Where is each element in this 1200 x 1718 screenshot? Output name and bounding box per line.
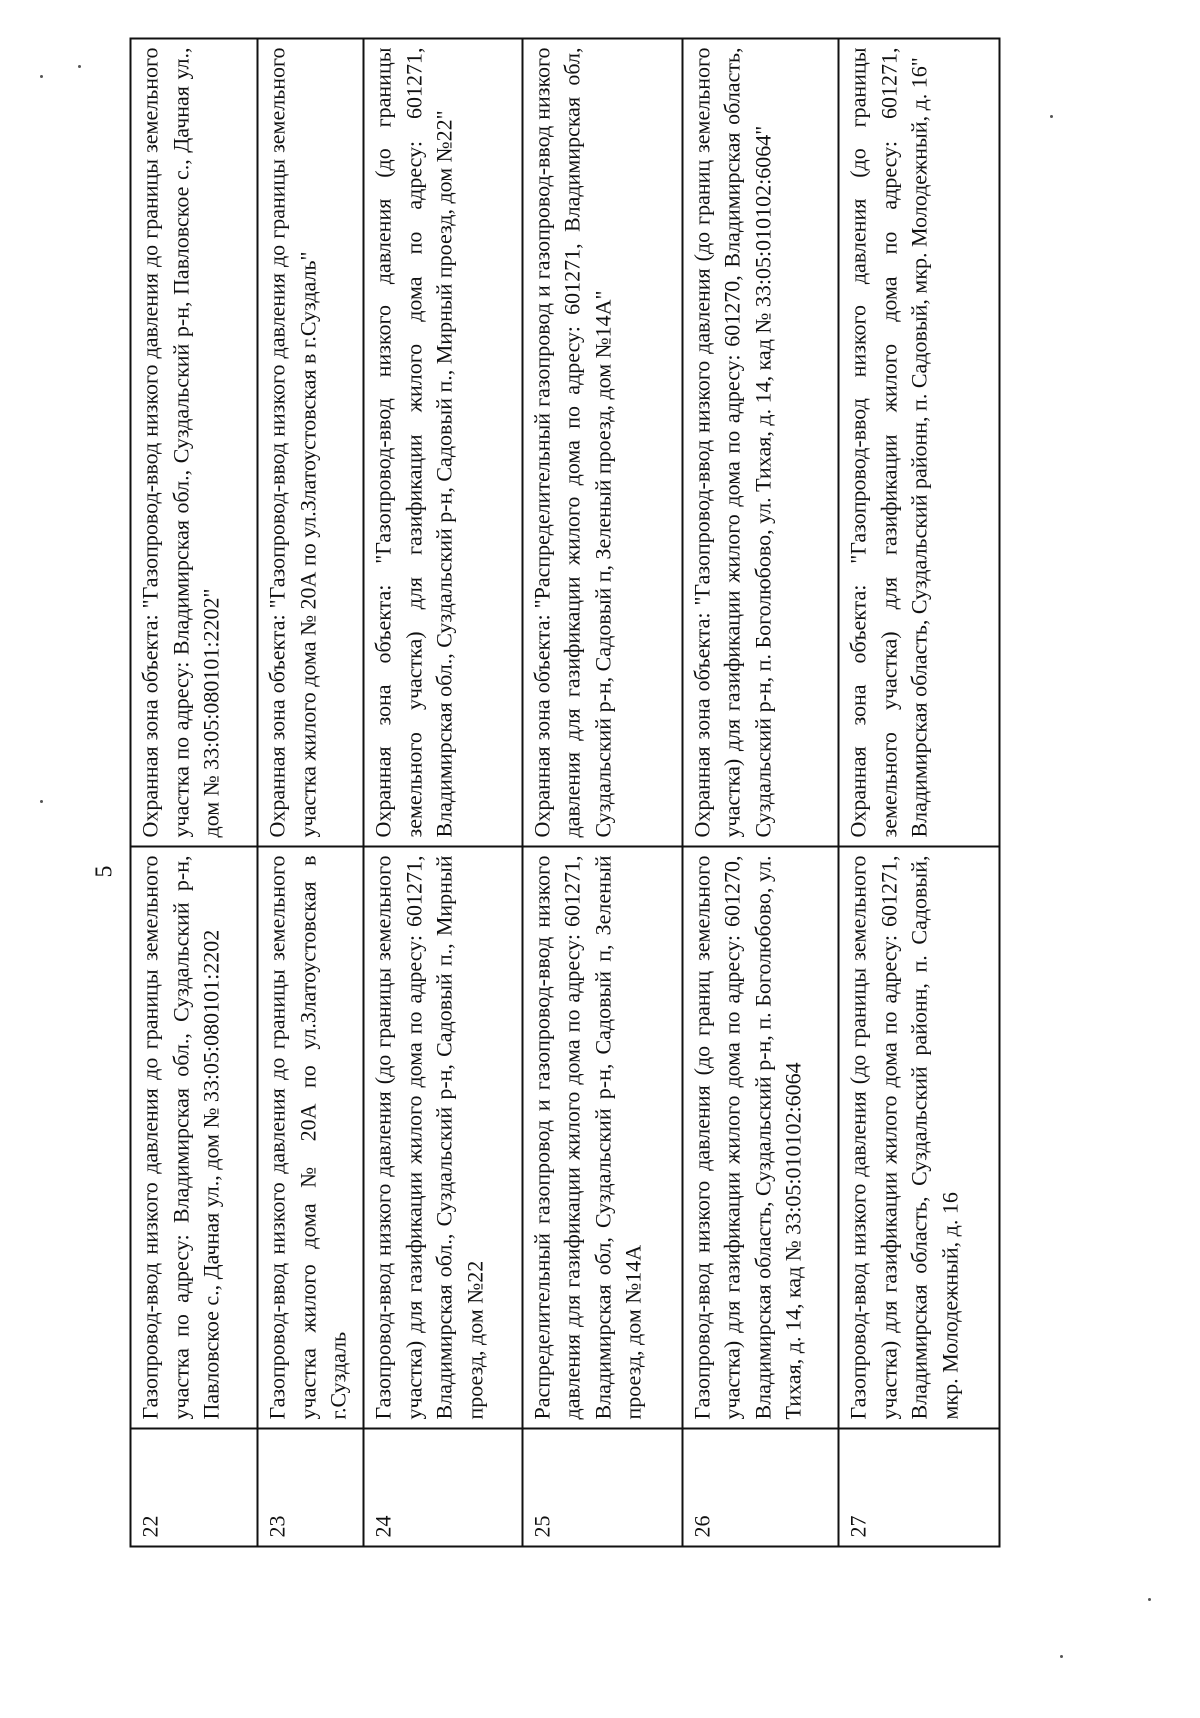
scan-speck [40, 800, 43, 803]
table-row [839, 39, 1000, 1547]
register-table [130, 38, 1001, 1548]
rotated-table-frame [129, 40, 1000, 1548]
object-description: Газопровод-ввод низкого давления (до границы земельного участка) для газификации жилого дома по адресу: 601271, Владимирская область, Суздальский районн, п. Садовый, мкр. Молодежный, д. 16 [839, 847, 1000, 1429]
protection-zone-description: Охранная зона объекта: "Газопровод-ввод низкого давления (до границы земельного участка) для газификации жилого дома по адресу: 601271, Владимирская область, Суздальский районн, п. Садовый, мкр. Молодежный, д. 16" [839, 39, 1000, 847]
row-number: 23 [258, 1429, 364, 1547]
table-row [522, 39, 682, 1547]
table-row [364, 39, 523, 1547]
page-number: 5 [91, 865, 118, 878]
object-description: Газопровод-ввод низкого давления до границы земельного участка жилого дома № 20А по ул.Златоустовская в г.Суздаль [258, 847, 364, 1429]
object-description: Газопровод-ввод низкого давления (до границы земельного участка) для газификации жилого дома по адресу: 601271, Владимирская обл., Суздальский р-н, Садовый п., Мирный проезд, дом №22 [364, 847, 523, 1429]
scan-speck [78, 65, 81, 68]
scan-speck [1060, 1655, 1063, 1658]
row-number: 26 [682, 1429, 839, 1547]
protection-zone-description: Охранная зона объекта: "Газопровод-ввод низкого давления (до границы земельного участка) для газификации жилого дома по адресу: 601271, Владимирская обл., Суздальский р-н, Садовый п., Мирный проезд, дом №22" [364, 39, 523, 847]
scan-speck [40, 75, 43, 78]
object-description: Распределительный газопровод и газопровод-ввод низкого давления для газификации жилого дома по адресу: 601271, Владимирская обл, Суздальский р-н, Садовый п, Зеленый проезд, дом №14А [522, 847, 682, 1429]
table-row [258, 39, 364, 1547]
protection-zone-description: Охранная зона объекта: "Газопровод-ввод низкого давления до границы земельного участка жилого дома № 20А по ул.Златоустовская в г.Суздаль" [258, 39, 364, 847]
protection-zone-description: Охранная зона объекта: "Газопровод-ввод низкого давления до границы земельного участка по адресу: Владимирская обл., Суздальский р-н, Павловское с., Дачная ул., дом № 33:05:080101:2202" [131, 39, 258, 847]
object-description: Газопровод-ввод низкого давления до границы земельного участка по адресу: Владимирская обл., Суздальский р-н, Павловское с., Дачная ул., дом № 33:05:080101:2202 [131, 847, 258, 1429]
protection-zone-description: Охранная зона объекта: "Распределительный газопровод и газопровод-ввод низкого давления для газификации жилого дома по адресу: 601271, Владимирская обл, Суздальский р-н, Садовый п, Зеленый проезд, дом №14А" [522, 39, 682, 847]
table-wrapper [130, 40, 1001, 1548]
row-number: 24 [364, 1429, 523, 1547]
protection-zone-description: Охранная зона объекта: "Газопровод-ввод низкого давления (до границ земельного участка) для газификации жилого дома по адресу: 601270, Владимирская область, Суздальский р-н, п. Боголюбово, ул. Тихая, д. 14, кад № 33:05:010102:6064" [682, 39, 839, 847]
object-description: Газопровод-ввод низкого давления (до границ земельного участка) для газификации жилого дома по адресу: 601270, Владимирская область, Суздальский р-н, п. Боголюбово, ул. Тихая, д. 14, кад № 33:05:010102:6064 [682, 847, 839, 1429]
row-number: 22 [131, 1429, 258, 1547]
table-row [131, 39, 258, 1547]
table-row [682, 39, 839, 1547]
scan-speck [1050, 115, 1053, 118]
row-number: 27 [839, 1429, 1000, 1547]
scan-speck [1148, 1598, 1151, 1601]
row-number: 25 [522, 1429, 682, 1547]
